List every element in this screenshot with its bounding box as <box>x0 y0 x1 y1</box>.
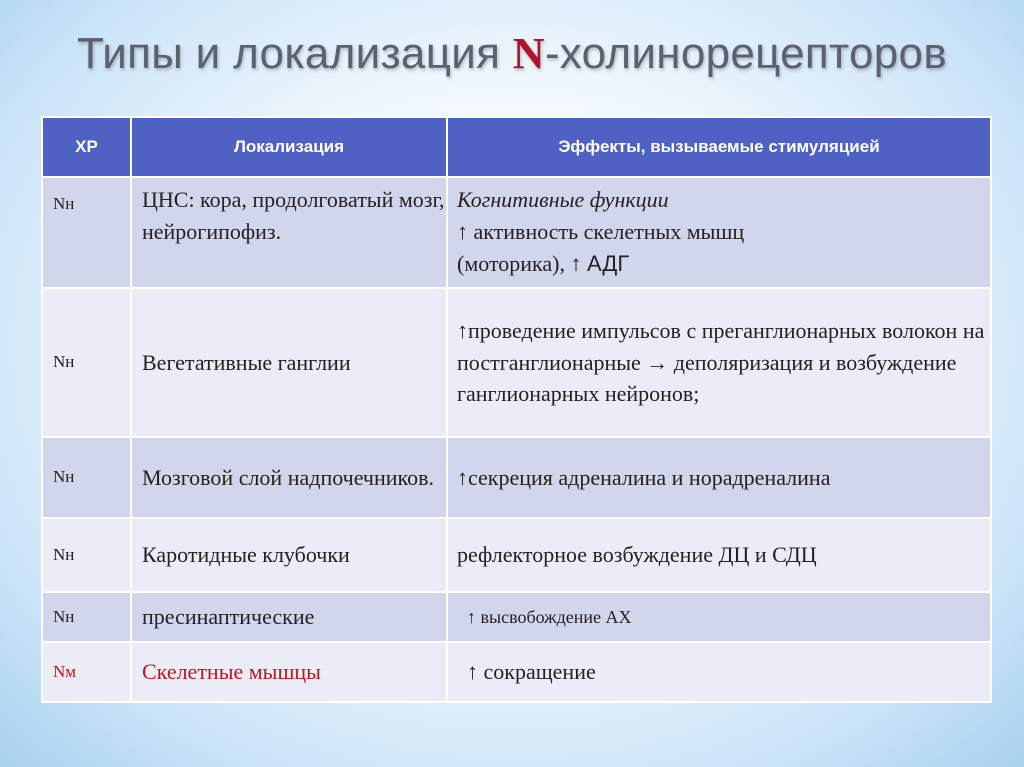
header-localization: Локализация <box>131 117 447 177</box>
title-part1: Типы и локализация <box>76 29 513 78</box>
receptor-code: Nн <box>42 592 131 642</box>
slide-title <box>0 28 1024 79</box>
effects-cell: ↑ сокращение <box>447 642 991 702</box>
table-row <box>42 592 991 642</box>
localization-cell: Вегетативные ганглии <box>131 288 447 437</box>
effect-line: (моторика), ↑ АДГ <box>457 250 630 276</box>
table-row <box>42 642 991 702</box>
localization-cell: Скелетные мышцы <box>131 642 447 702</box>
title-n-letter: N <box>512 29 545 78</box>
effects-cell: ↑проведение импульсов с преганглионарных волокон на постганглионарные → деполяризация и возбуждение ганглионарных нейронов; <box>447 288 991 437</box>
table-row <box>42 437 991 518</box>
effect-line: ↑ активность скелетных мышц <box>457 218 745 244</box>
localization-cell: ЦНС: кора, продолговатый мозг, нейрогипофиз. <box>131 177 447 288</box>
localization-cell: пресинаптические <box>131 592 447 642</box>
effects-cell: ↑секреция адреналина и норадреналина <box>447 437 991 518</box>
table-header-row <box>42 117 991 177</box>
receptor-code: Nм <box>42 642 131 702</box>
table-row <box>42 177 991 288</box>
receptor-table <box>41 116 992 703</box>
adg-abbrev: АДГ <box>587 250 630 276</box>
header-receptor: ХР <box>42 117 131 177</box>
receptor-code: Nн <box>42 177 131 288</box>
localization-cell: Каротидные клубочки <box>131 518 447 592</box>
localization-cell: Мозговой слой надпочечников. <box>131 437 447 518</box>
receptor-code: Nн <box>42 518 131 592</box>
title-part2: -холинорецепторов <box>544 29 948 78</box>
table-row <box>42 518 991 592</box>
effects-cell: ↑ высвобождение АХ <box>447 592 991 642</box>
receptor-code: Nн <box>42 437 131 518</box>
table-row <box>42 288 991 437</box>
receptor-code: Nн <box>42 288 131 437</box>
header-effects: Эффекты, вызываемые стимуляцией <box>447 117 991 177</box>
effect-italic-line: Когнитивные функции <box>457 187 669 212</box>
effects-cell <box>447 177 991 288</box>
effects-cell: рефлекторное возбуждение ДЦ и СДЦ <box>447 518 991 592</box>
